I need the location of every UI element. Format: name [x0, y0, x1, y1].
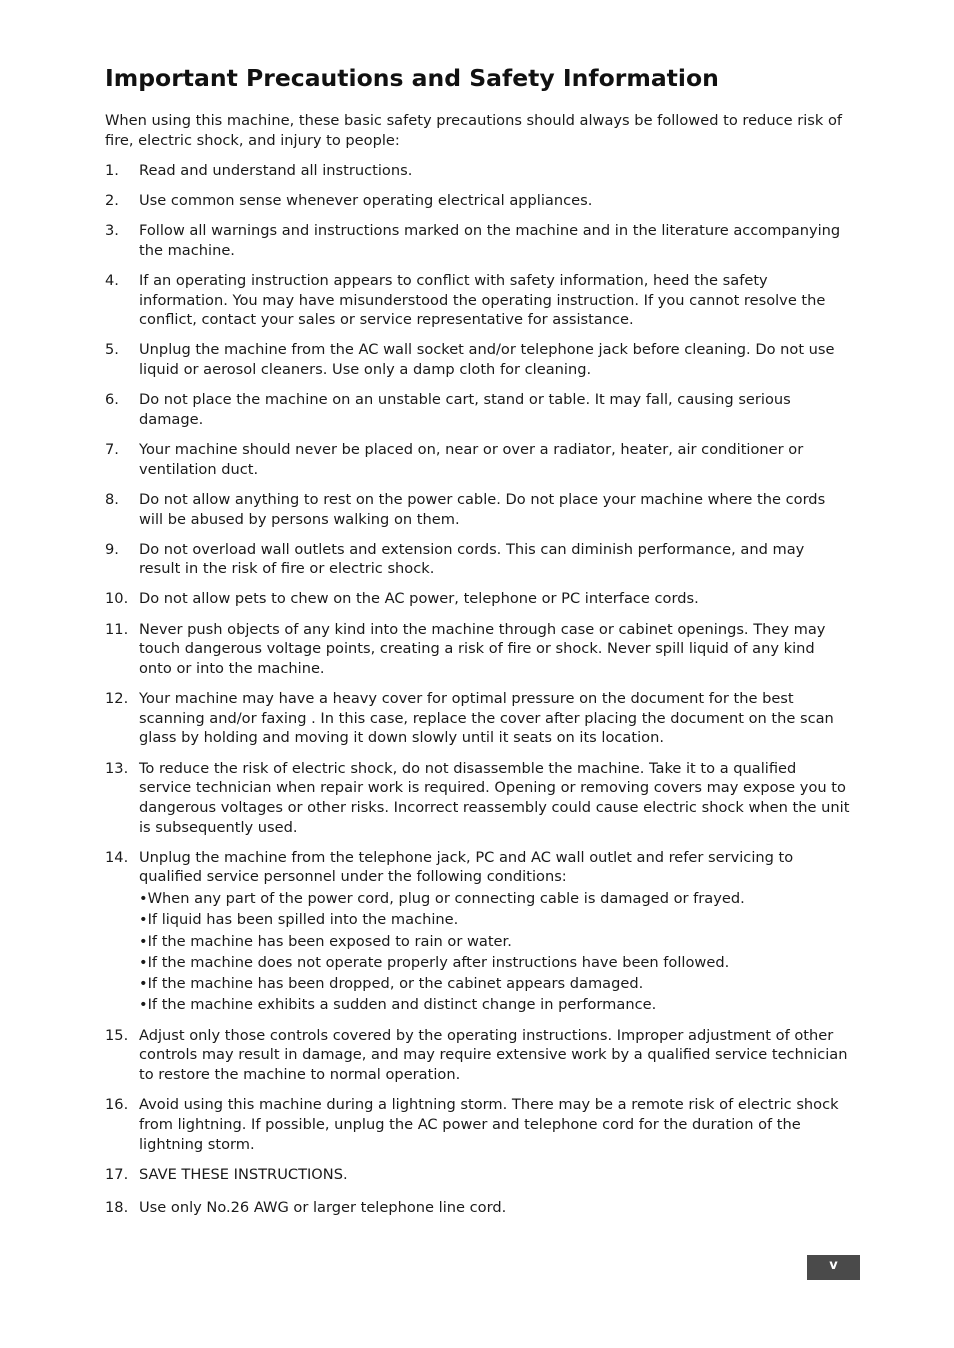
list-item — [105, 759, 850, 838]
item-number: 11. — [105, 620, 129, 638]
item-text: Never push objects of any kind into the machine through case or cabinet openings. They may touch dangerous voltage points, creating a risk of fire or shock. Never spill liquid of any kind onto or into the machine. — [139, 620, 826, 677]
item-text: SAVE THESE INSTRUCTIONS. — [139, 1165, 348, 1183]
item-text: To reduce the risk of electric shock, do not disassemble the machine. Take it to a qualified service technician when repair work is required. Opening or removing covers may expose you to dangerous voltages or other risks. Incorrect reassembly could cause electric shock when the unit is subsequently used. — [139, 759, 850, 836]
item-text: If an operating instruction appears to conflict with safety information, heed the safety information. You may have misunderstood the operating instruction. If you cannot resolve the conflict, contact your sales or service representative for assistance. — [139, 271, 826, 329]
document-page — [105, 62, 850, 1229]
item-number: 8. — [105, 490, 119, 508]
intro-paragraph: When using this machine, these basic safety precautions should always be followed to reduce risk of fire, electric shock, and injury to people: — [105, 112, 843, 149]
item-text: Follow all warnings and instructions marked on the machine and in the literature accompanying the machine. — [139, 222, 841, 259]
list-item — [105, 271, 850, 330]
item-number: 6. — [105, 391, 119, 409]
item-number: 4. — [105, 271, 119, 289]
item-text: Do not allow anything to rest on the power cable. Do not place your machine where the cords will be abused by persons walking on them. — [139, 490, 826, 528]
list-item — [105, 689, 850, 748]
item-number: 12. — [105, 690, 129, 708]
condition-bullets — [139, 888, 850, 1015]
item-text: Adjust only those controls covered by the operating instructions. Improper adjustment of other controls may result in damage, and may require extensive work by a qualified service technician to restore the machine to normal operation. — [139, 1026, 848, 1084]
item-number: 3. — [105, 222, 119, 240]
bullet-item: •If the machine has been exposed to rain or water. — [139, 932, 512, 950]
list-item — [105, 490, 850, 529]
item-text: Use common sense whenever operating electrical appliances. — [139, 192, 593, 210]
bullet-item: •If the machine does not operate properly after instructions have been followed. — [139, 953, 730, 971]
item-number: 10. — [105, 590, 129, 608]
item-number: 5. — [105, 341, 119, 359]
item-text: Unplug the machine from the telephone jack, PC and AC wall outlet and refer servicing to qualified service personnel under the following conditions: — [139, 848, 794, 886]
page-title: Important Precautions and Safety Information — [105, 64, 719, 92]
list-item — [105, 620, 850, 679]
precautions-list — [105, 161, 850, 1218]
list-item — [105, 540, 850, 579]
bullet-item: •When any part of the power cord, plug or connecting cable is damaged or frayed. — [139, 890, 745, 908]
item-text: Unplug the machine from the AC wall socket and/or telephone jack before cleaning. Do not use liquid or aerosol cleaners. Use only a damp cloth for cleaning. — [139, 341, 835, 379]
item-number: 14. — [105, 848, 129, 866]
list-item — [105, 1198, 850, 1218]
list-item — [105, 221, 850, 260]
item-number: 13. — [105, 759, 129, 777]
list-item — [105, 589, 850, 609]
item-text: Do not overload wall outlets and extension cords. This can diminish performance, and may result in the risk of fire or electric shock. — [139, 540, 805, 578]
item-number: 15. — [105, 1026, 129, 1044]
list-item — [105, 191, 850, 211]
item-number: 1. — [105, 162, 119, 179]
item-text: Use only No.26 AWG or larger telephone line cord. — [139, 1199, 507, 1217]
item-text: Read and understand all instructions. — [139, 162, 413, 179]
bullet-item: •If the machine has been dropped, or the cabinet appears damaged. — [139, 974, 644, 992]
item-number: 17. — [105, 1165, 129, 1183]
list-item — [105, 1095, 850, 1154]
list-item — [105, 340, 850, 379]
item-text: Do not allow pets to chew on the AC power, telephone or PC interface cords. — [139, 590, 699, 608]
list-item — [105, 161, 850, 181]
item-text: Your machine may have a heavy cover for optimal pressure on the document for the best scanning and/or faxing . In this case, replace the cover after placing the document on the scan glass by holding and moving it down slowly until it seats on its location. — [139, 690, 834, 747]
item-text: Your machine should never be placed on, near or over a radiator, heater, air conditioner or ventilation duct. — [139, 441, 804, 478]
item-body — [139, 848, 850, 1016]
page-number-badge: v — [807, 1255, 860, 1280]
item-text: Avoid using this machine during a lightning storm. There may be a remote risk of electric shock from lightning. If possible, unplug the AC power and telephone cord for the duration of the lightning storm. — [139, 1096, 839, 1153]
list-item — [105, 440, 850, 479]
item-number: 2. — [105, 192, 119, 210]
list-item — [105, 848, 850, 1016]
bullet-item: •If the machine exhibits a sudden and distinct change in performance. — [139, 996, 657, 1014]
list-item — [105, 390, 850, 429]
item-number: 16. — [105, 1096, 129, 1114]
bullet-item: •If liquid has been spilled into the machine. — [139, 911, 459, 929]
item-number: 9. — [105, 540, 119, 558]
item-number: 7. — [105, 441, 119, 459]
list-item — [105, 1165, 850, 1185]
item-text: Do not place the machine on an unstable cart, stand or table. It may fall, causing serious damage. — [139, 391, 791, 428]
item-number: 18. — [105, 1199, 129, 1217]
list-item — [105, 1026, 850, 1085]
